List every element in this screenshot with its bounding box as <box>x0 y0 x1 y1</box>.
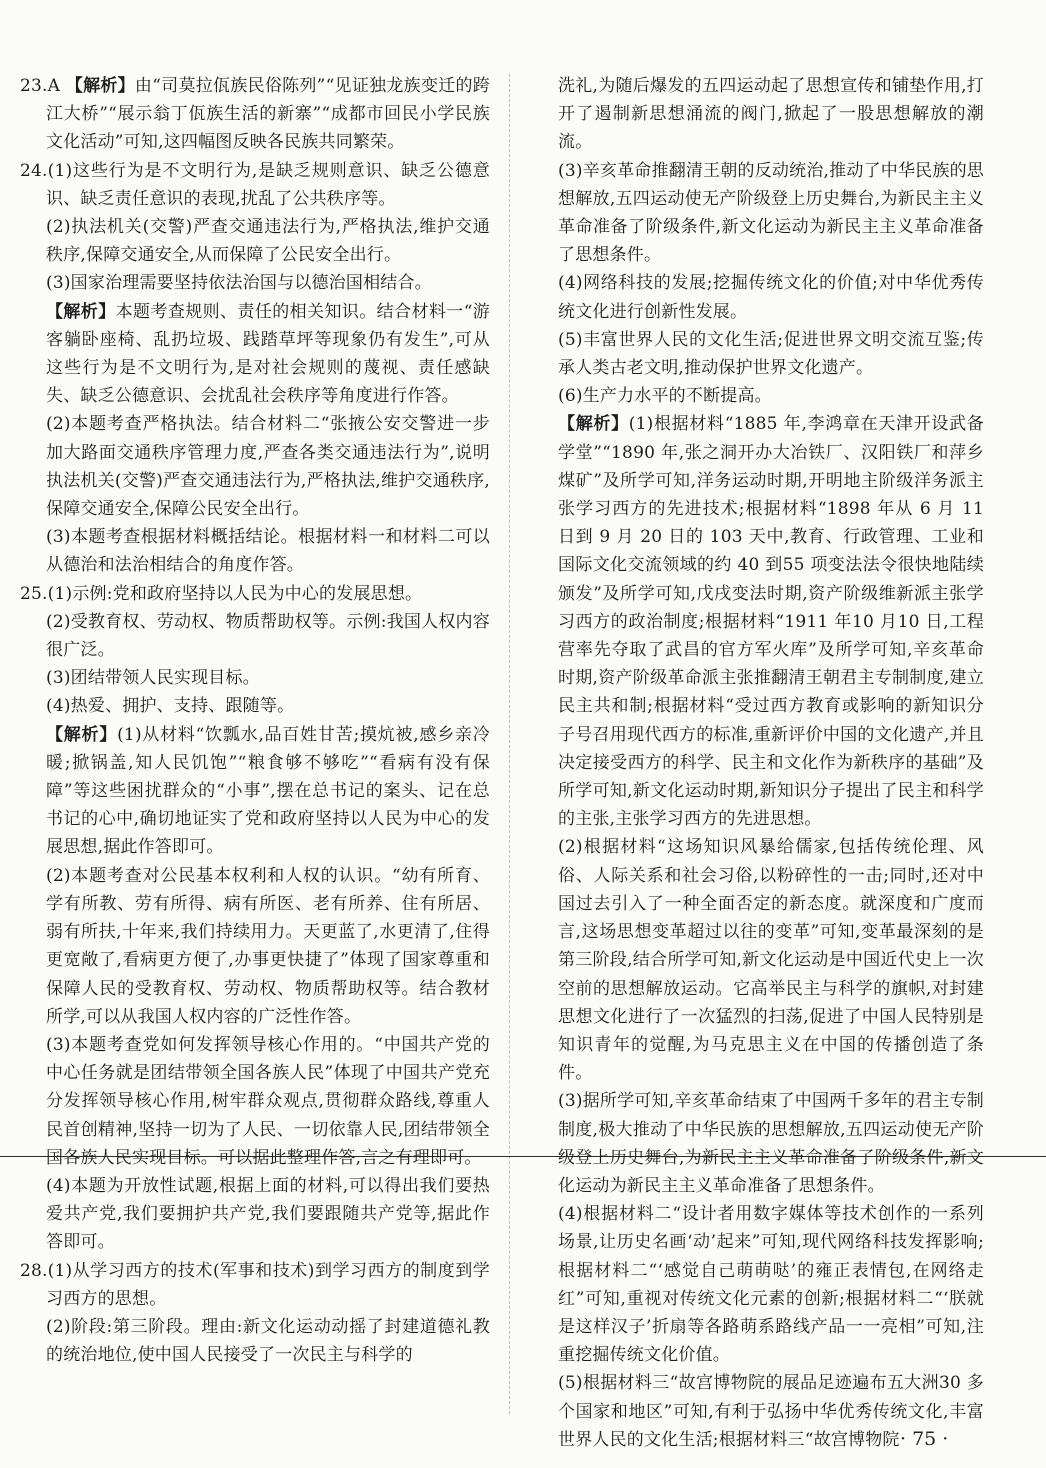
left-column <box>20 72 490 1369</box>
paragraph-text: (2)根据材料“这场知识风暴给儒家,包括传统伦理、风俗、人际关系和社会习俗,以粉碎性的一击;同时,还对中国过去引入了一种全面否定的新态度。就深度和广度而言,这场思想变革超过以往的变革”可知,变革最深刻的是第三阶段,结合所学可知,新文化运动是中国近代史上一次空前的思想解放运动。它高举民主与科学的旗帜,对封建思想文化进行了一次猛烈的扫荡,促进了中国人民特别是知识青年的觉醒,为马克思主义在中国的传播创造了条件。 <box>558 837 984 1084</box>
answer-paragraph <box>20 580 490 608</box>
answer-paragraph <box>20 692 490 720</box>
paragraph-text: 由“司莫拉佤族民俗陈列”“见证独龙族变迁的跨江大桥”“展示翁丁佤族生活的新寨”“成都市回民小学民族文化活动”可知,这四幅图反映各民族共同繁荣。 <box>46 76 490 153</box>
question-number: 25. <box>20 583 48 604</box>
paragraph-text: 本题考查规则、责任的相关知识。结合材料一“游客躺卧座椅、乱扔垃圾、践踏草坪等现象仍有发生”,可从这些行为是不文明行为,是对社会规则的蔑视、责任感缺失、缺乏公德意识、会扰乱社会秩序等角度进行作答。 <box>46 301 490 407</box>
answer-paragraph <box>20 269 490 297</box>
answer-paragraph <box>20 157 490 213</box>
answer-paragraph <box>532 157 984 270</box>
paragraph-text: (2)阶段:第三阶段。理由:新文化运动动摇了封建道德礼教的统治地位,使中国人民接受了一次民主与科学的 <box>46 1316 490 1366</box>
paragraph-text: (1)示例:党和政府坚持以人民为中心的发展思想。 <box>47 583 423 604</box>
question-number: 23.A <box>20 76 66 96</box>
column-divider <box>509 74 510 1414</box>
answer-paragraph <box>20 608 490 664</box>
answer-paragraph <box>532 833 984 1087</box>
answer-paragraph <box>20 664 490 692</box>
paragraph-text: (3)国家治理需要坚持依法治国与以德治国相结合。 <box>46 273 432 294</box>
paragraph-text: (2)本题考查对公民基本权利和人权的认识。“幼有所育、学有所教、劳有所得、病有所医、老有所养、住有所居、弱有所扶,十年来,我们持续用力。天更蓝了,水更清了,住得更宽敞了,看病更方便了,办事更快捷了”体现了国家尊重和保障人民的受教育权、劳动权、物质帮助权等。结合教材所学,可以从我国人权内容的广泛性作答。 <box>46 865 490 1027</box>
paragraph-text: (1)根据材料“1885 年,李鸿章在天津开设武备学堂”“1890 年,张之洞开办大冶铁厂、汉阳铁厂和萍乡煤矿”及所学可知,洋务运动时期,开明地主阶级洋务派主张学习西方的先进技术;根据材料“1898 年从 6 月 11 日到 9 月 20 日的 103 天中,教育、行政管理、工业和国际文化交流领域的约 40 到55 项变法法令很快地陆续颁发”及所学可知,戊戌变法时期,资产阶级维新派主张学习西方的政治制度;根据材料“1911 年10 月10 日,工程营率先夺取了武昌的官方军火库”及所学可知,辛亥革命时期,资产阶级革命派主张推翻清王朝君主专制制度,建立民主共和制;根据材料“受过西方教育或影响的新知识分子号召用现代西方的标准,重新评价中国的文化遗产,并且决定接受西方的科学、民主和文化作为新秩序的基础”及所学可知,新文化运动时期,新知识分子提出了民主和科学的主张,主张学习西方的先进思想。 <box>558 414 984 830</box>
paragraph-text: (3)辛亥革命推翻清王朝的反动统治,推动了中华民族的思想解放,五四运动使无产阶级登上历史舞台,为新民主主义革命准备了阶级条件,新文化运动为新民主主义革命准备了思想条件。 <box>558 160 984 266</box>
paragraph-text: (3)据所学可知,辛亥革命结束了中国两千多年的君主专制制度,极大推动了中华民族的思想解放,五四运动使无产阶级登上历史舞台,为新民主主义革命准备了阶级条件,新文化运动为新民主主义革命准备了思想条件。 <box>558 1091 984 1196</box>
answer-paragraph <box>20 721 490 862</box>
answer-paragraph <box>20 72 490 157</box>
analysis-tag: 【解析】 <box>558 414 629 435</box>
paragraph-text: (4)本题为开放性试题,根据上面的材料,可以得出我们要热爱共产党,我们要拥护共产党,我们要跟随共产党等,据此作答即可。 <box>46 1175 490 1253</box>
answer-paragraph <box>20 213 490 269</box>
paragraph-text: (1)从学习西方的技术(军事和技术)到学习西方的制度到学习西方的思想。 <box>46 1260 490 1309</box>
answer-paragraph <box>532 1200 984 1369</box>
answer-paragraph <box>20 410 490 523</box>
answer-paragraph <box>20 1031 490 1172</box>
answer-paragraph <box>532 382 984 410</box>
paragraph-text: (3)本题考查根据材料概括结论。根据材料一和材料二可以从德治和法治相结合的角度作答。 <box>46 527 490 576</box>
paragraph-text: (6)生产力水平的不断提高。 <box>558 386 772 407</box>
paragraph-text: (5)根据材料三“故宫博物院的展品足迹遍布五大洲30 多个国家和地区”可知,有利于弘扬中华优秀传统文化,丰富世界人民的文化生活;根据材料三“故宫博物院 <box>558 1373 984 1450</box>
paragraph-text: (2)执法机关(交警)严查交通违法行为,严格执法,维护交通秩序,保障交通安全,从而保障了公民安全出行。 <box>46 217 490 266</box>
answer-paragraph <box>20 523 490 579</box>
answer-paragraph <box>532 326 984 382</box>
paragraph-text: (3)团结带领人民实现目标。 <box>46 668 260 689</box>
answer-paragraph <box>532 269 984 325</box>
answer-paragraph <box>20 298 490 411</box>
right-column <box>532 72 984 1454</box>
paragraph-text: (2)本题考查严格执法。结合材料二“张掖公安交警进一步加大路面交通秩序管理力度,严查各类交通违法行为”,说明执法机关(交警)严查交通违法行为,严格执法,维护交通秩序,保障交通安全,保障公民安全出行。 <box>46 414 490 520</box>
paragraph-text: (4)热爱、拥护、支持、跟随等。 <box>46 696 295 717</box>
answer-paragraph <box>20 1313 490 1369</box>
paragraph-text: (1)这些行为是不文明行为,是缺乏规则意识、缺乏公德意识、缺乏责任意识的表现,扰乱了公共秩序等。 <box>46 160 490 209</box>
answer-paragraph <box>532 72 984 157</box>
paragraph-text: (4)网络科技的发展;挖掘传统文化的价值;对中华优秀传统文化进行创新性发展。 <box>558 273 984 322</box>
question-number: 24. <box>20 160 48 181</box>
answer-paragraph <box>532 1087 984 1200</box>
paragraph-text: (3)本题考查党如何发挥领导核心作用的。“中国共产党的中心任务就是团结带领全国各族人民”体现了中国共产党充分发挥领导核心作用,树牢群众观点,贯彻群众路线,尊重人民首创精神,坚持一切为了人民、一切依靠人民,团结带领全国各族人民实现目标。可以据此整理作答,言之有理即可。 <box>46 1034 490 1168</box>
analysis-tag: 【解析】 <box>46 301 116 322</box>
paragraph-text: (2)受教育权、劳动权、物质帮助权等。示例:我国人权内容很广泛。 <box>46 611 490 661</box>
answer-paragraph <box>20 1257 490 1313</box>
question-number: 28. <box>20 1260 48 1281</box>
paragraph-text: 洗礼,为随后爆发的五四运动起了思想宣传和铺垫作用,打开了遏制新思想涌流的阀门,掀起了一股思想解放的潮流。 <box>558 76 984 153</box>
paragraph-text: (5)丰富世界人民的文化生活;促进世界文明交流互鉴;传承人类古老文明,推动保护世界文化遗产。 <box>558 329 984 379</box>
analysis-tag: 【解析】 <box>65 76 135 96</box>
answer-paragraph <box>20 1172 490 1257</box>
answer-paragraph <box>20 862 490 1031</box>
analysis-tag: 【解析】 <box>46 724 118 745</box>
page-number: · 75 · <box>900 1428 949 1450</box>
paragraph-text: (1)从材料“饮瓢水,品百姓甘苦;摸炕被,感乡亲冷暖;掀锅盖,知人民饥饱”“粮食够不够吃”“看病有没有保障”等这些困扰群众的“小事”,摆在总书记的案头、记在总书记的心中,确切地证实了党和政府坚持以人民为中心的发展思想,据此作答即可。 <box>46 724 490 858</box>
paragraph-text: (4)根据材料二“设计者用数字媒体等技术创作的一系列场景,让历史名画‘动’起来”可知,现代网络科技发挥影响;根据材料二“‘感觉自己萌萌哒’的雍正表情包,在网络走红”可知,重视对传统文化元素的创新;根据材料二“‘朕就是这样汉子’折扇等各路萌系路线产品一一亮相”可知,注重挖掘传统文化价值。 <box>558 1204 984 1366</box>
answer-paragraph <box>532 410 984 833</box>
